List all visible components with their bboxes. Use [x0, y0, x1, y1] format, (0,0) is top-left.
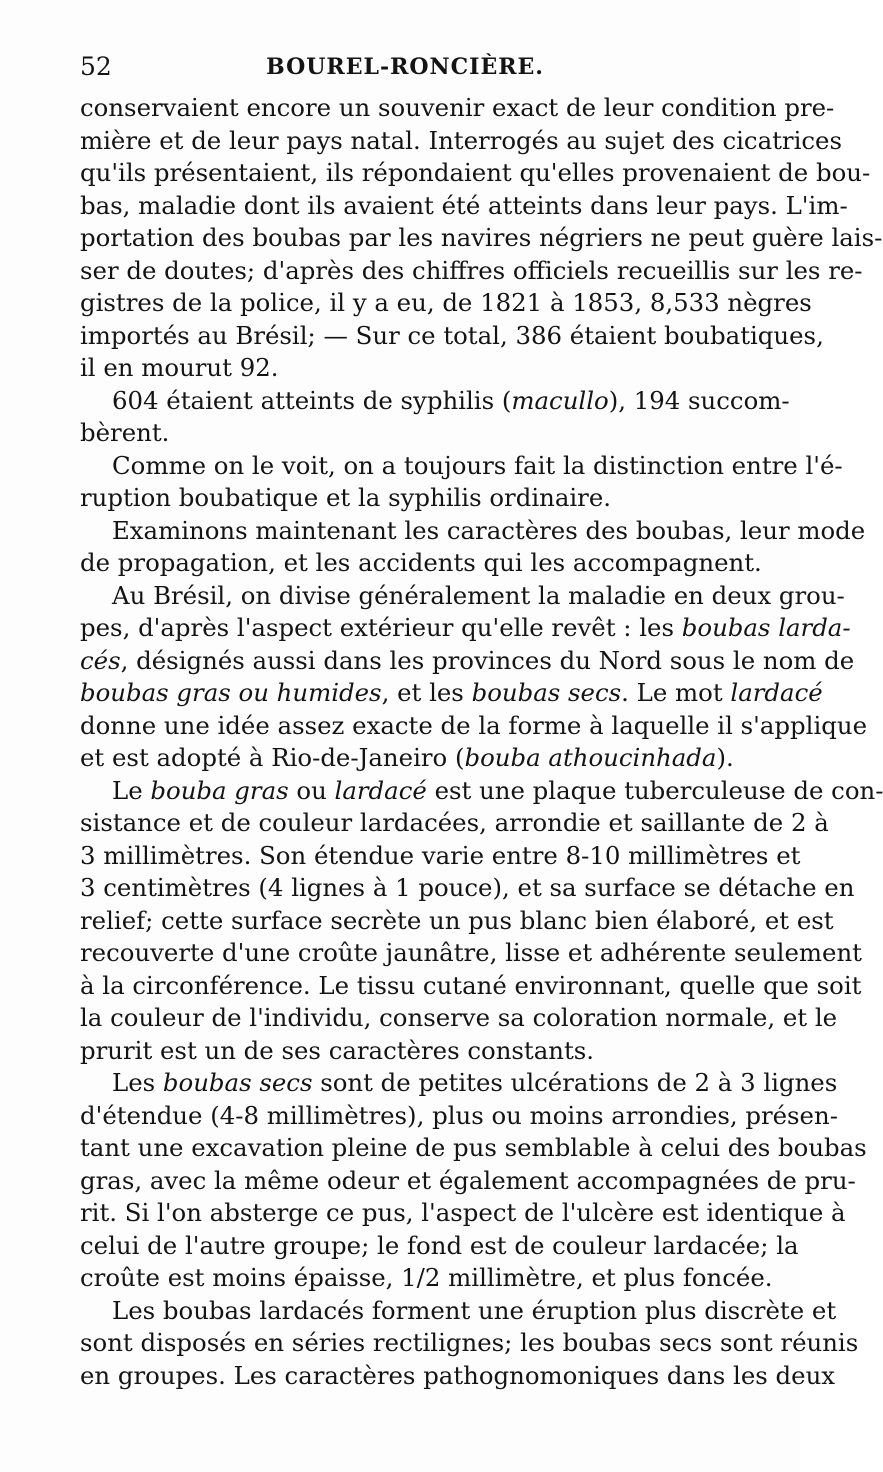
text-line: [80, 450, 843, 483]
paragraph: [80, 1295, 859, 1393]
italic-term: lardacé: [334, 775, 427, 805]
paragraph: [80, 580, 868, 775]
paragraph: [80, 92, 883, 385]
text-line: [80, 417, 733, 450]
text-run: , désignés aussi dans les provinces du Nord sous le nom de: [120, 645, 855, 675]
text-run: portation des boubas par les navires négriers ne peut guère lais-: [80, 223, 883, 252]
text-run: ), 194 succom-: [608, 385, 790, 415]
text-run: . Le mot: [621, 678, 731, 707]
text-line: [80, 1262, 773, 1295]
text-run: importés au Brésil; — Sur ce total, 386 étaient boubatiques,: [80, 320, 824, 350]
text-run: à la circonférence. Le tissu cutané environnant, quelle que soit: [80, 970, 862, 1000]
text-run: Les boubas lardacés forment une éruption plus discrète et: [112, 1295, 837, 1325]
text-run: d'étendue (4-8 millimètres), plus ou moins arrondies, présen-: [80, 1100, 838, 1130]
text-line: [80, 547, 762, 580]
text-run: 3 millimètres. Son étendue varie entre 8-10 millimètres et: [80, 840, 801, 870]
text-run: sont disposés en séries rectilignes; les boubas secs sont réunis: [80, 1328, 859, 1357]
text-run: conservaient encore un souvenir exact de leur condition pre-: [80, 93, 835, 122]
italic-term: boubas gras ou humides: [80, 678, 382, 707]
page-header: [80, 52, 730, 86]
italic-term: boubas secs: [471, 678, 622, 707]
text-run: relief; cette surface secrète un pus blanc bien élaboré, et est: [80, 905, 834, 935]
text-line: [80, 352, 733, 385]
text-line: [80, 1067, 838, 1100]
page-number: 52: [80, 52, 112, 81]
italic-term: lardacé: [730, 678, 823, 707]
italic-term: cés: [80, 645, 121, 675]
text-run: gistres de la police, il y a eu, de 1821 à 1853, 8,533 nègres: [80, 288, 812, 317]
text-run: ).: [716, 743, 734, 772]
text-line: [80, 645, 855, 678]
text-line: [80, 255, 863, 288]
text-run: celui de l'autre groupe; le fond est de couleur lardacée; la: [80, 1230, 799, 1260]
text-run: sistance et de couleur lardacées, arrondie et saillante de 2 à: [80, 808, 829, 837]
italic-term: bouba athoucinhada: [464, 743, 717, 772]
text-run: il en mourut 92.: [80, 353, 279, 382]
text-run: sont de petites ulcérations de 2 à 3 lignes: [312, 1068, 838, 1097]
text-run: Les: [112, 1068, 163, 1097]
text-line: [80, 1230, 799, 1263]
text-line: [80, 905, 834, 938]
text-line: [80, 1197, 846, 1230]
text-run: est une plaque tuberculeuse de con-: [426, 775, 883, 805]
paragraph: [80, 775, 883, 1068]
text-run: et est adopté à Rio-de-Janeiro (: [80, 743, 465, 772]
text-line: [80, 775, 883, 808]
text-run: recouverte d'une croûte jaunâtre, lisse et adhérente seulement: [80, 938, 862, 967]
text-line: [80, 612, 851, 645]
text-run: la couleur de l'individu, conserve sa coloration normale, et le: [80, 1003, 838, 1032]
text-line: [80, 385, 790, 418]
text-run: ou: [288, 775, 335, 805]
text-run: pes, d'après l'aspect extérieur qu'elle revêt : les: [80, 613, 682, 642]
text-line: [80, 1295, 837, 1328]
text-run: tant une excavation pleine de pus semblable à celui des boubas: [80, 1133, 867, 1162]
text-line: [80, 1002, 838, 1035]
text-run: gras, avec la même odeur et également accompagnées de pru-: [80, 1165, 856, 1195]
text-run: de propagation, et les accidents qui les accompagnent.: [80, 548, 762, 577]
text-line: [80, 1035, 733, 1068]
italic-term: boubas larda-: [681, 613, 851, 642]
text-line: [80, 92, 835, 125]
text-line: [80, 222, 883, 255]
text-line: [80, 710, 868, 743]
running-title: BOUREL-RONCIÈRE.: [266, 54, 544, 80]
text-run: 3 centimètres (4 lignes à 1 pouce), et sa surface se détache en: [80, 873, 855, 902]
text-run: bas, maladie dont ils avaient été atteints dans leur pays. L'im-: [80, 190, 848, 220]
text-run: croûte est moins épaisse, 1/2 millimètre, et plus foncée.: [80, 1263, 773, 1292]
body-text: [80, 92, 883, 1392]
text-line: [80, 1100, 838, 1133]
italic-term: bouba gras: [150, 775, 289, 805]
text-line: [80, 840, 801, 873]
text-run: en groupes. Les caractères pathognomoniques dans les deux: [80, 1360, 836, 1390]
text-line: [80, 1360, 836, 1393]
text-line: [80, 515, 866, 548]
text-run: Comme on le voit, on a toujours fait la distinction entre l'é-: [112, 450, 843, 480]
text-run: qu'ils présentaient, ils répondaient qu'elles provenaient de bou-: [80, 158, 871, 187]
text-line: [80, 190, 848, 223]
text-line: [80, 320, 824, 353]
text-run: prurit est un de ses caractères constants.: [80, 1035, 595, 1065]
text-line: [80, 287, 812, 320]
text-line: [80, 157, 871, 190]
paragraph: [80, 385, 790, 450]
text-run: Le: [112, 775, 151, 805]
text-line: [80, 677, 823, 710]
text-line: [80, 807, 829, 840]
text-run: rit. Si l'on absterge ce pus, l'aspect de l'ulcère est identique à: [80, 1198, 846, 1227]
italic-term: macullo: [511, 385, 609, 415]
text-line: [80, 937, 862, 970]
text-run: Au Brésil, on divise généralement la maladie en deux grou-: [112, 580, 845, 610]
text-run: , et les: [381, 678, 472, 707]
paragraph: [80, 515, 866, 580]
text-run: bèrent.: [80, 418, 170, 447]
text-line: [80, 742, 733, 775]
text-line: [80, 580, 845, 613]
text-run: Examinons maintenant les caractères des boubas, leur mode: [112, 515, 866, 545]
text-line: [80, 1165, 856, 1198]
text-run: donne une idée assez exacte de la forme à laquelle il s'applique: [80, 710, 868, 740]
text-line: [80, 482, 733, 515]
text-run: ruption boubatique et la syphilis ordinaire.: [80, 483, 612, 512]
text-line: [80, 970, 862, 1003]
paragraph: [80, 1067, 867, 1295]
text-line: [80, 1327, 859, 1360]
italic-term: boubas secs: [162, 1068, 313, 1097]
text-run: mière et de leur pays natal. Interrogés au sujet des cicatrices: [80, 125, 842, 155]
paragraph: [80, 450, 843, 515]
text-line: [80, 872, 855, 905]
text-line: [80, 125, 842, 158]
text-run: ser de doutes; d'après des chiffres officiels recueillis sur les re-: [80, 255, 863, 285]
text-line: [80, 1132, 867, 1165]
text-run: 604 étaient atteints de syphilis (: [112, 385, 512, 415]
